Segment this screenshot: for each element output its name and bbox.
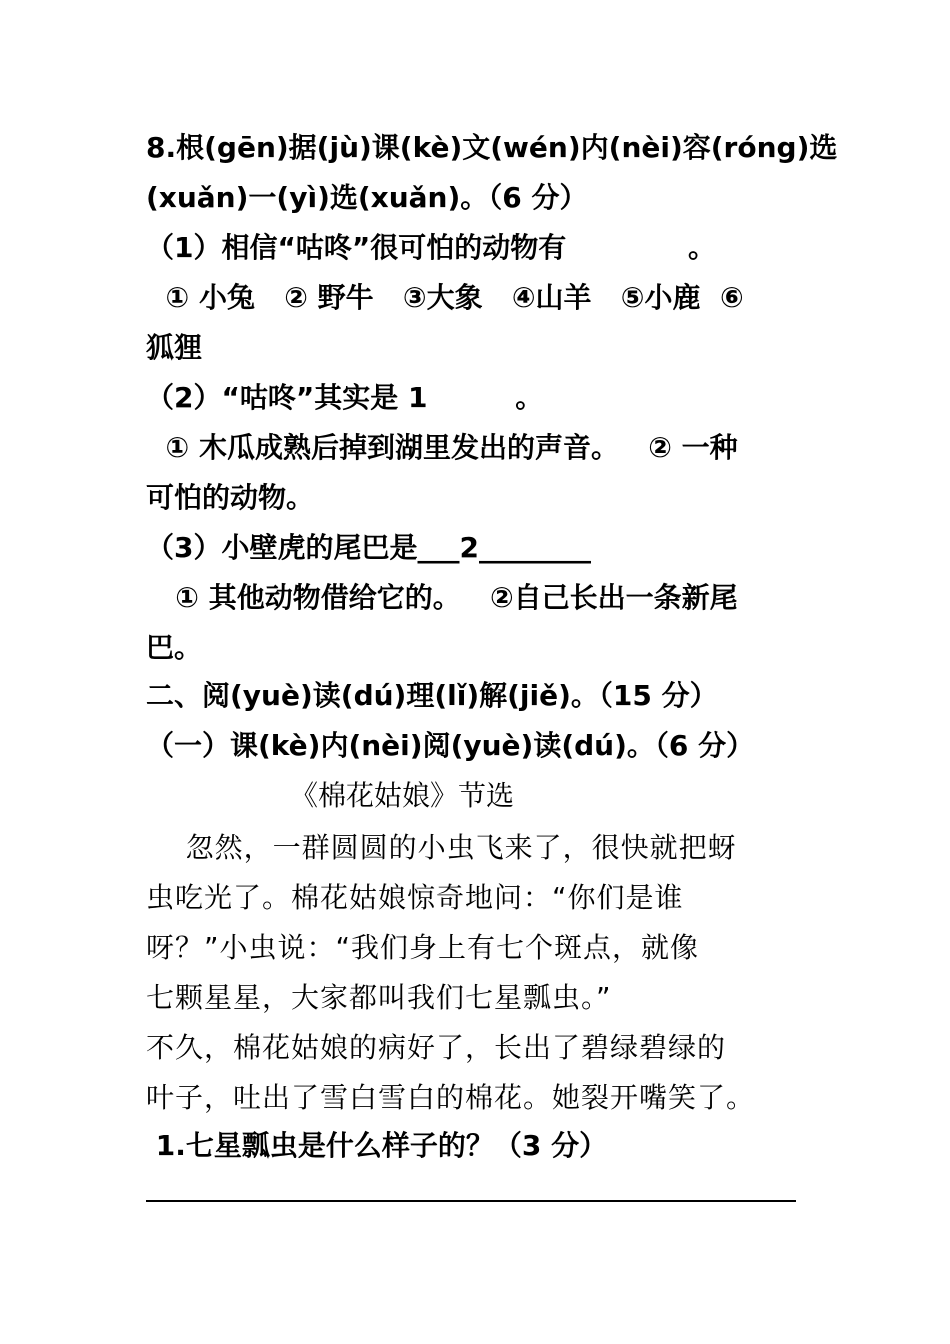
q8-sub2-options-line1: ① 木瓜成熟后掉到湖里发出的声音。 ② 一种: [146, 431, 738, 464]
q8-title-line1: 8.根(gēn)据(jù)课(kè)文(wén)内(nèi)容(róng)选: [146, 131, 838, 164]
q8-title-line2: (xuǎn)一(yì)选(xuǎn)。（6 分）: [146, 181, 588, 214]
passage-line: 七颗星星，大家都叫我们七星瓢虫。”: [146, 981, 612, 1014]
section2-part1-heading: （一）课(kè)内(nèi)阅(yuè)读(dú)。（6 分）: [146, 729, 755, 762]
q8-sub2-options-line2: 可怕的动物。: [146, 481, 315, 514]
passage-line: 呀？”小虫说：“我们身上有七个斑点，就像: [146, 931, 700, 964]
answer-line[interactable]: [146, 1200, 796, 1202]
passage-line: 叶子，吐出了雪白雪白的棉花。她裂开嘴笑了。: [146, 1081, 756, 1114]
q8-sub3-options-line2: 巴。: [146, 631, 203, 664]
q8-sub3-prompt: （3）小壁虎的尾巴是___2________: [146, 531, 591, 564]
section2-heading: 二、阅(yuè)读(dú)理(lǐ)解(jiě)。（15 分）: [146, 679, 718, 712]
passage-title: 《棉花姑娘》节选: [290, 779, 515, 812]
q8-sub1-options-line2: 狐狸: [146, 331, 203, 364]
q8-sub3-options-line1: ① 其他动物借给它的。 ②自己长出一条新尾: [146, 581, 738, 614]
passage-line: 虫吃光了。棉花姑娘惊奇地问：“你们是谁: [146, 881, 684, 914]
q8-sub1-options-line1: ① 小兔 ② 野牛 ③大象 ④山羊 ⑤小鹿 ⑥: [146, 281, 744, 314]
passage-line: 不久，棉花姑娘的病好了，长出了碧绿碧绿的: [146, 1031, 727, 1064]
q8-sub1-prompt: （1）相信“咕咚”很可怕的动物有 。: [146, 231, 717, 264]
passage-line: 忽然，一群圆圆的小虫飞来了，很快就把蚜: [146, 831, 737, 864]
section2-question1: 1.七星瓢虫是什么样子的？（3 分）: [146, 1129, 608, 1162]
q8-sub2-prompt: （2）“咕咚”其实是 1 。: [146, 381, 544, 414]
